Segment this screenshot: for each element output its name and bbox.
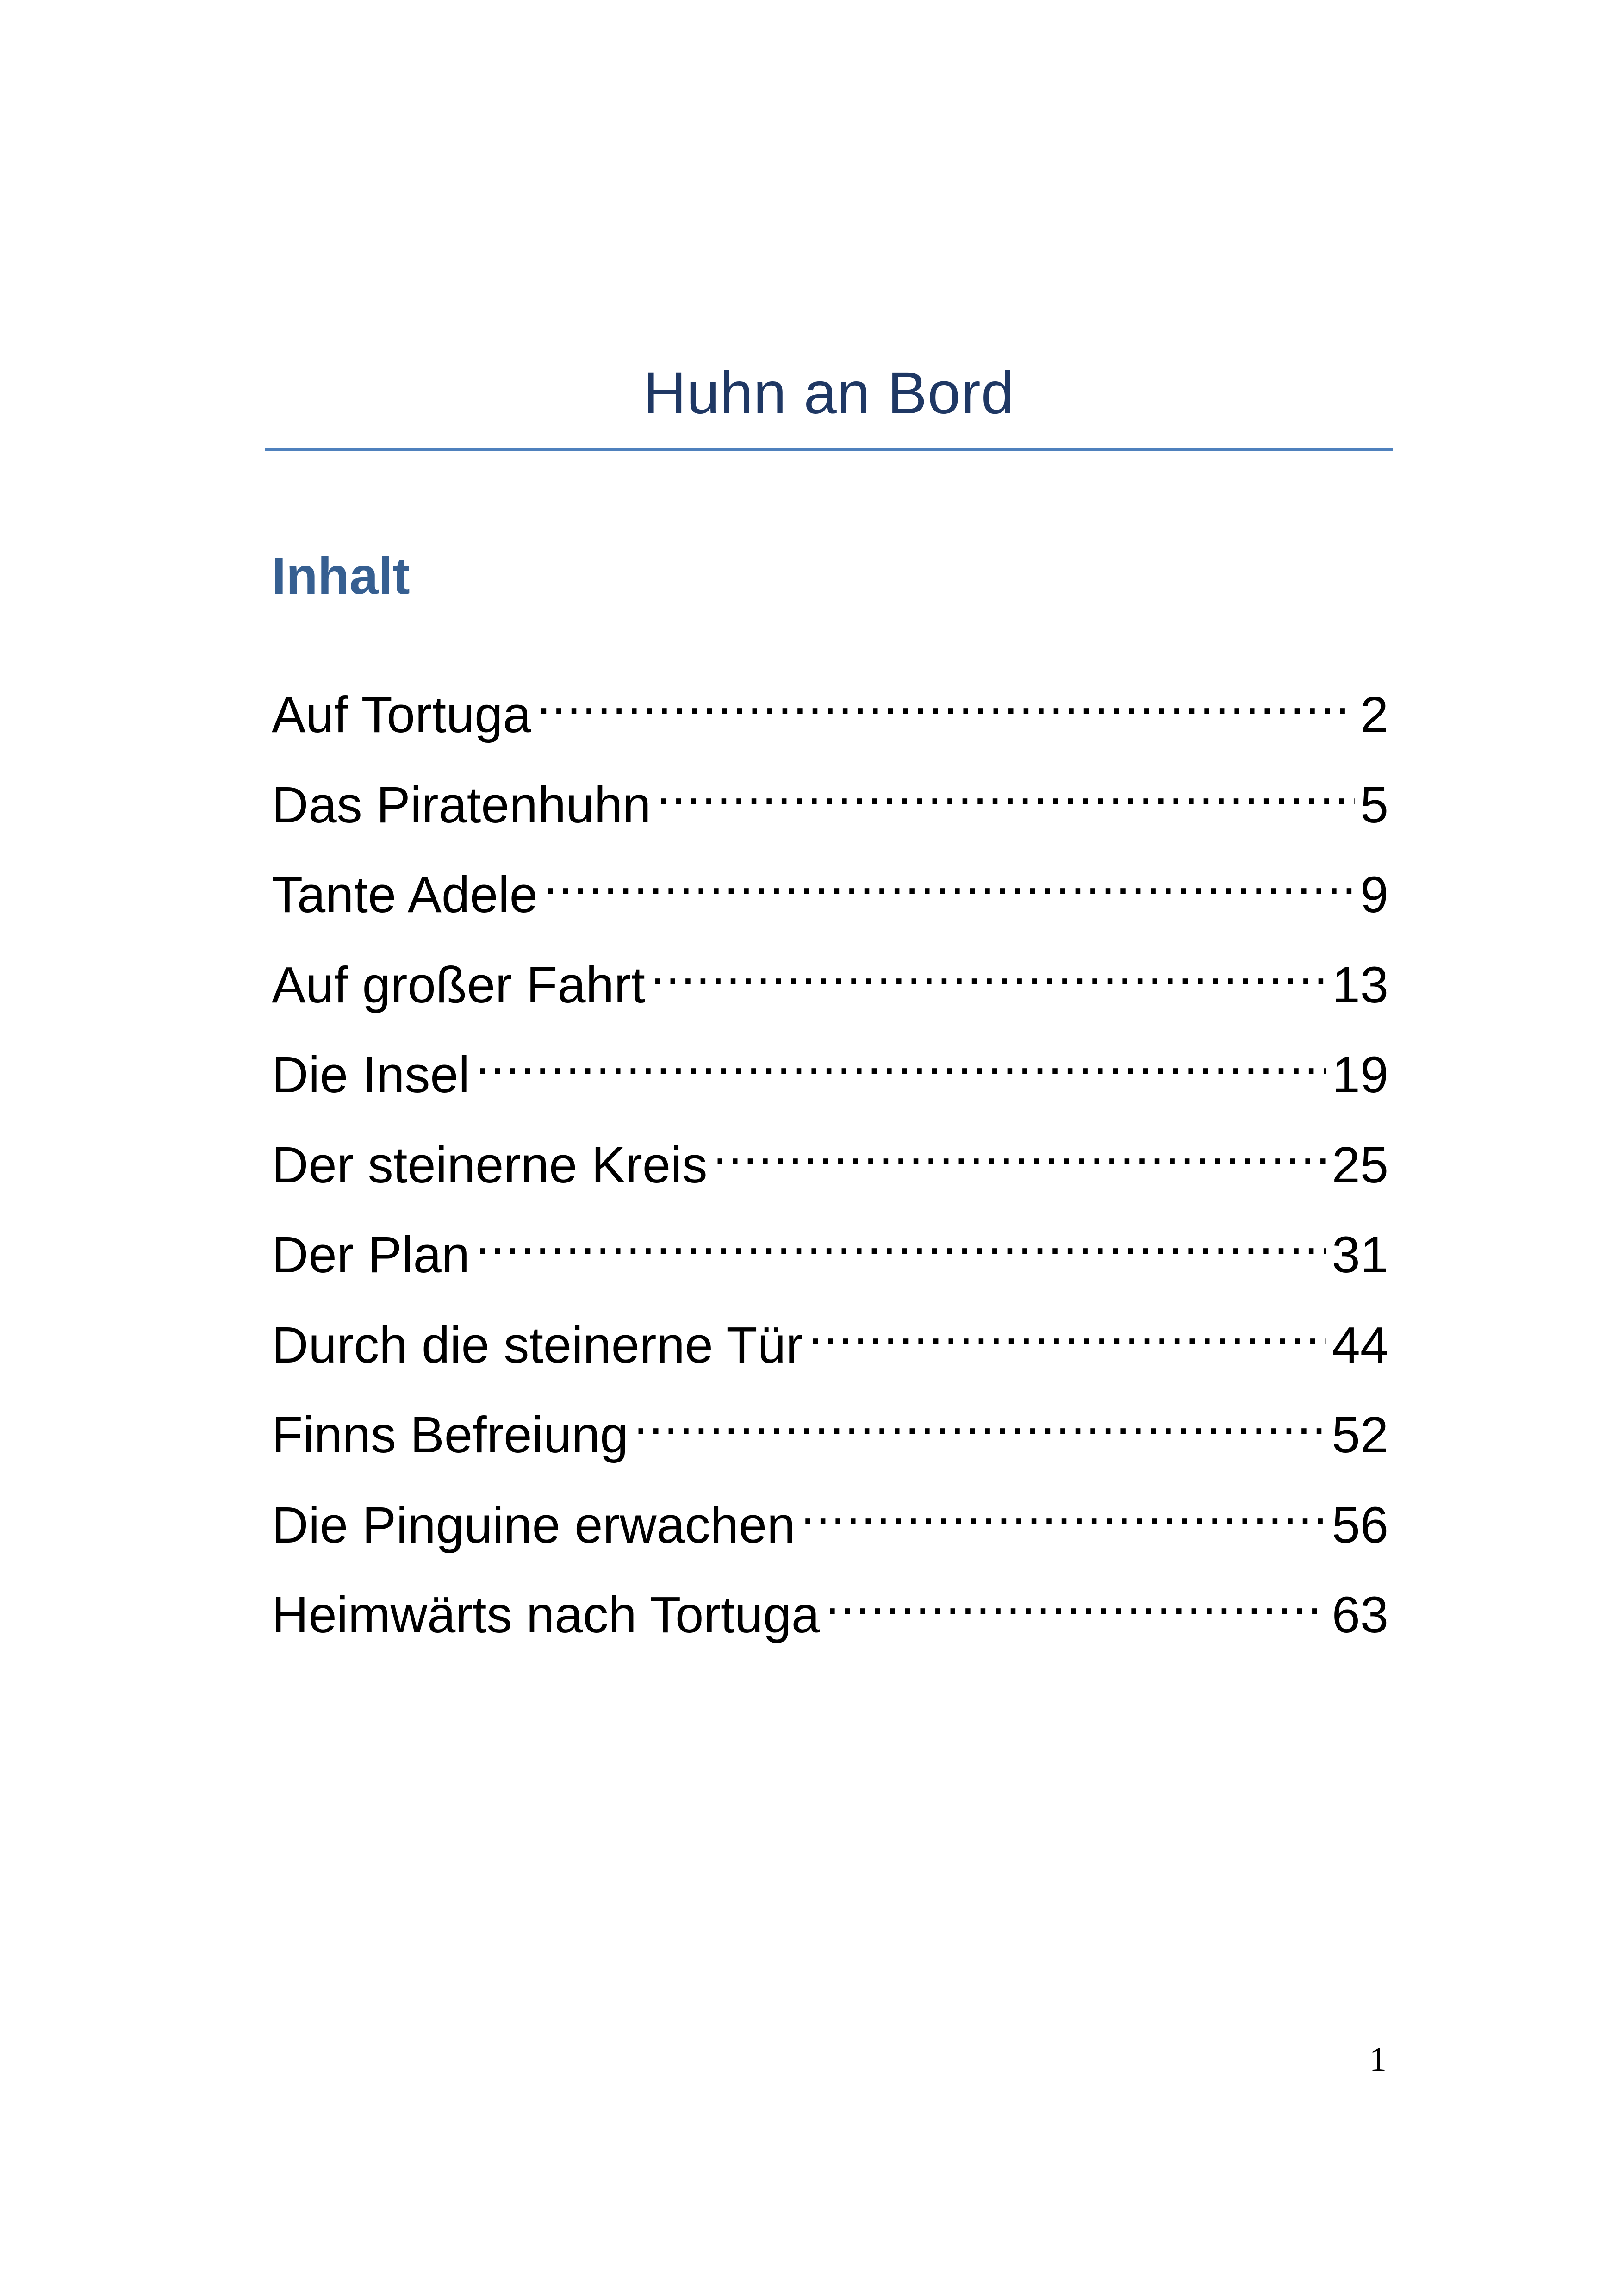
toc-entry-label: Tante Adele bbox=[272, 866, 538, 923]
toc-entry-page: 19 bbox=[1332, 1046, 1388, 1103]
toc-entry[interactable] bbox=[272, 1113, 1388, 1203]
toc-entry[interactable] bbox=[272, 933, 1388, 1023]
toc-entry-label: Die Pinguine erwachen bbox=[272, 1496, 796, 1554]
toc-entry[interactable] bbox=[272, 1383, 1388, 1473]
toc-dot-leader bbox=[825, 1563, 1326, 1632]
document-title: Huhn an Bord bbox=[643, 360, 1014, 426]
toc-entry-label: Die Insel bbox=[272, 1046, 470, 1103]
toc-entry-page: 13 bbox=[1332, 956, 1388, 1014]
toc-entry[interactable] bbox=[272, 1023, 1388, 1113]
toc-entry-label: Auf Tortuga bbox=[272, 686, 531, 743]
title-underline bbox=[265, 448, 1393, 451]
toc-entry-label: Finns Befreiung bbox=[272, 1406, 629, 1463]
toc-dot-leader bbox=[808, 1293, 1326, 1363]
toc-entry[interactable] bbox=[272, 753, 1388, 843]
toc-entry-label: Das Piratenhuhn bbox=[272, 776, 651, 834]
toc-entry[interactable] bbox=[272, 1563, 1388, 1653]
toc-entry-page: 63 bbox=[1332, 1587, 1388, 1643]
toc-entry-page: 52 bbox=[1332, 1406, 1388, 1463]
toc-entry[interactable] bbox=[272, 663, 1388, 753]
toc-dot-leader bbox=[634, 1383, 1326, 1452]
toc-dot-leader bbox=[475, 1203, 1326, 1272]
toc-entry-label: Auf großer Fahrt bbox=[272, 956, 645, 1014]
toc-entry-page: 2 bbox=[1360, 686, 1388, 743]
toc-entry-page: 9 bbox=[1360, 866, 1388, 923]
toc-dot-leader bbox=[713, 1113, 1326, 1182]
toc-entry-label: Heimwärts nach Tortuga bbox=[272, 1587, 820, 1643]
toc-entry[interactable] bbox=[272, 843, 1388, 933]
toc-entry[interactable] bbox=[272, 1473, 1388, 1563]
toc-entry-label: Der steinerne Kreis bbox=[272, 1136, 708, 1194]
toc-entry[interactable] bbox=[272, 1293, 1388, 1383]
toc-entry-page: 25 bbox=[1332, 1136, 1388, 1194]
toc-entry-page: 31 bbox=[1332, 1226, 1388, 1283]
toc-dot-leader bbox=[651, 933, 1326, 1002]
toc-dot-leader bbox=[475, 1023, 1326, 1092]
toc-heading: Inhalt bbox=[272, 547, 410, 605]
toc-entry-page: 44 bbox=[1332, 1316, 1388, 1374]
toc-dot-leader bbox=[543, 843, 1355, 912]
table-of-contents bbox=[272, 663, 1388, 1653]
toc-dot-leader bbox=[656, 753, 1354, 822]
toc-dot-leader bbox=[801, 1473, 1326, 1543]
toc-entry-label: Durch die steinerne Tür bbox=[272, 1316, 803, 1374]
page-number: 1 bbox=[1369, 2041, 1387, 2078]
toc-entry[interactable] bbox=[272, 1203, 1388, 1293]
toc-entry-page: 56 bbox=[1332, 1496, 1388, 1554]
toc-entry-label: Der Plan bbox=[272, 1226, 470, 1283]
toc-entry-page: 5 bbox=[1360, 776, 1388, 834]
toc-dot-leader bbox=[537, 663, 1355, 732]
